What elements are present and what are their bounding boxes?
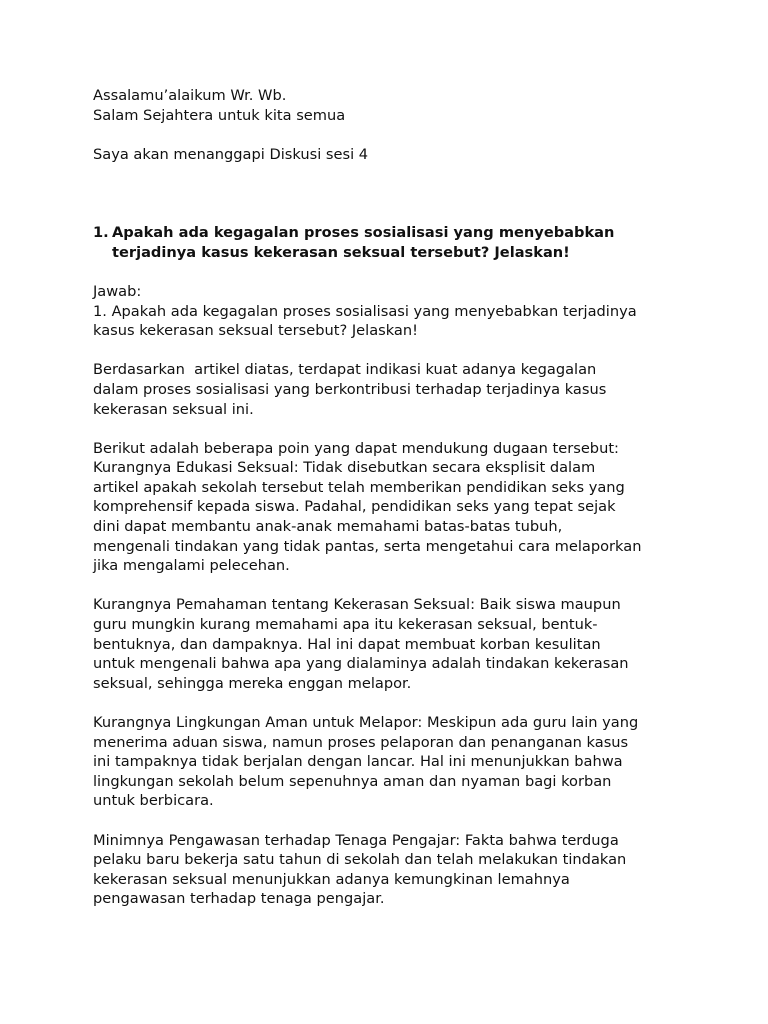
paragraph-line: kekerasan seksual menunjukkan adanya kemungkinan lemahnya bbox=[93, 870, 570, 888]
paragraph-2 bbox=[93, 439, 693, 576]
paragraph-line: pelaku baru bekerja satu tahun di sekolah dan telah melakukan tindakan bbox=[93, 851, 627, 869]
paragraph-5 bbox=[93, 831, 693, 909]
paragraph-3 bbox=[93, 595, 693, 693]
paragraph-line: Kurangnya Lingkungan Aman untuk Melapor: Meskipun ada guru lain yang bbox=[93, 714, 639, 731]
paragraph-line: lingkungan sekolah belum sepenuhnya aman dan nyaman bagi korban bbox=[93, 772, 612, 790]
greeting-line-2: Salam Sejahtera untuk kita semua bbox=[93, 106, 346, 124]
paragraph-line: Kurangnya Edukasi Seksual: Tidak disebutkan secara eksplisit dalam bbox=[93, 459, 596, 477]
paragraph-line: guru mungkin kurang memahami apa itu kekerasan seksual, bentuk- bbox=[93, 616, 598, 634]
question-line-2: terjadinya kasus kekerasan seksual tersebut? Jelaskan! bbox=[112, 243, 570, 261]
paragraph-line: Berikut adalah beberapa poin yang dapat mendukung dugaan tersebut: bbox=[93, 439, 619, 457]
restate-line: kasus kekerasan seksual tersebut? Jelaskan! bbox=[93, 322, 418, 340]
paragraph-line: komprehensif kepada siswa. Padahal, pendidikan seks yang tepat sejak bbox=[93, 498, 616, 516]
paragraph-line: pengawasan terhadap tenaga pengajar. bbox=[93, 890, 385, 908]
paragraph-line: dalam proses sosialisasi yang berkontribusi terhadap terjadinya kasus bbox=[93, 380, 607, 398]
question-text bbox=[112, 223, 693, 262]
paragraph-line: mengenali tindakan yang tidak pantas, serta mengetahui cara melaporkan bbox=[93, 537, 642, 555]
paragraph-line: ini tampaknya tidak berjalan dengan lancar. Hal ini menunjukkan bahwa bbox=[93, 753, 623, 771]
intro-text: Saya akan menanggapi Diskusi sesi 4 bbox=[93, 145, 369, 163]
paragraph-4 bbox=[93, 713, 693, 811]
paragraph-line: Kurangnya Pemahaman tentang Kekerasan Seksual: Baik siswa maupun bbox=[93, 596, 621, 614]
paragraph-line: seksual, sehingga mereka enggan melapor. bbox=[93, 674, 412, 692]
paragraph-line: Berdasarkan artikel diatas, terdapat indikasi kuat adanya kegagalan bbox=[93, 361, 597, 379]
answer-label: Jawab: bbox=[93, 282, 142, 300]
paragraph-line: kekerasan seksual ini. bbox=[93, 400, 254, 418]
answer-restate bbox=[93, 302, 693, 341]
paragraph-line: untuk berbicara. bbox=[93, 792, 214, 810]
restate-line: 1. Apakah ada kegagalan proses sosialisasi yang menyebabkan terjadinya bbox=[93, 302, 637, 320]
document-page bbox=[93, 86, 693, 909]
question-line-1: Apakah ada kegagalan proses sosialisasi yang menyebabkan bbox=[112, 224, 615, 242]
paragraph-1 bbox=[93, 360, 693, 419]
question-item bbox=[93, 223, 693, 262]
paragraph-line: untuk mengenali bahwa apa yang dialaminya adalah tindakan kekerasan bbox=[93, 655, 629, 673]
paragraph-line: artikel apakah sekolah tersebut telah memberikan pendidikan seks yang bbox=[93, 478, 625, 496]
paragraph-line: menerima aduan siswa, namun proses pelaporan dan penanganan kasus bbox=[93, 733, 629, 751]
question-number: 1. bbox=[93, 224, 109, 242]
paragraph-line: dini dapat membantu anak-anak memahami batas-batas tubuh, bbox=[93, 518, 563, 536]
paragraph-line: bentuknya, dan dampaknya. Hal ini dapat membuat korban kesulitan bbox=[93, 635, 601, 653]
paragraph-line: Minimnya Pengawasan terhadap Tenaga Pengajar: Fakta bahwa terduga bbox=[93, 831, 619, 849]
paragraph-line: jika mengalami pelecehan. bbox=[93, 557, 290, 575]
greeting-line-1: Assalamu’alaikum Wr. Wb. bbox=[93, 87, 287, 104]
